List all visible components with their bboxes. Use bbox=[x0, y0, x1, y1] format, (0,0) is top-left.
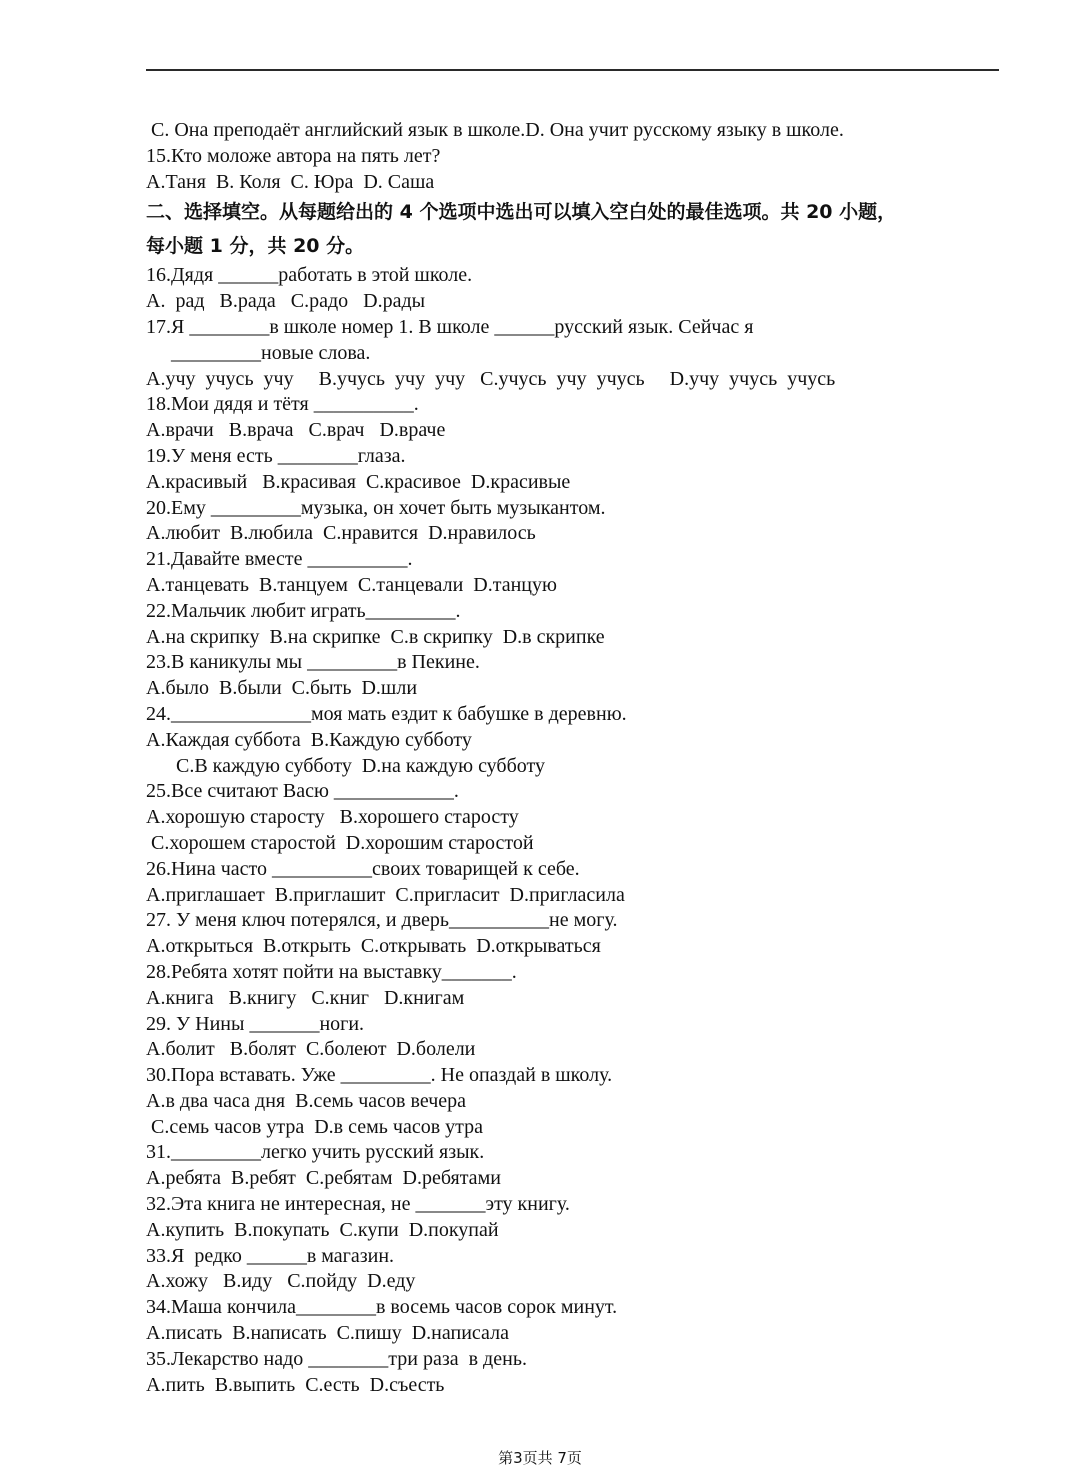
question-line: 33.Я редко ______в магазин. bbox=[146, 1244, 395, 1267]
question-line: 31._________легко учить русский язык. bbox=[146, 1141, 485, 1164]
question-line: 25.Все считают Васю ____________. bbox=[146, 780, 459, 803]
question-line: 29. У Нины _______ноги. bbox=[146, 1012, 365, 1035]
options-line: A.врачи B.врача C.врач D.враче bbox=[146, 419, 446, 442]
question-line: 21.Давайте вместе __________. bbox=[146, 548, 413, 571]
question-line: 23.В каникулы мы _________в Пекине. bbox=[146, 651, 480, 674]
top-rule bbox=[146, 69, 999, 71]
options-line: A. рад B.рада C.радо D.рады bbox=[146, 290, 426, 313]
options-line: C.семь часов утра D.в семь часов утра bbox=[146, 1115, 484, 1138]
question-line: 30.Пора вставать. Уже _________. Не опаздай в школу. bbox=[146, 1064, 613, 1087]
options-line: A.учу учусь учу B.учусь учу учу C.учусь учу учусь D.учу учусь учусь bbox=[146, 367, 836, 390]
options-line: A.Таня B. Коля C. Юра D. Саша bbox=[146, 170, 435, 193]
options-line: A.приглашает B.приглашит C.пригласит D.пригласила bbox=[146, 883, 625, 906]
page-content bbox=[146, 118, 1016, 1398]
question-line: 18.Мои дядя и тётя __________. bbox=[146, 393, 419, 416]
question-line: 27. У меня ключ потерялся, и дверь__________не могу. bbox=[146, 909, 618, 932]
options-line: A.танцевать B.танцуем C.танцевали D.танцую bbox=[146, 573, 557, 596]
options-line: A.книга B.книгу C.книг D.книгам bbox=[146, 986, 465, 1009]
options-line: A.пить B.выпить C.есть D.съесть bbox=[146, 1373, 445, 1396]
options-line: A.открыться B.открыть C.открывать D.открываться bbox=[146, 935, 601, 958]
section-heading-cont: 每小题 1 分，共 20 分。 bbox=[146, 235, 365, 258]
question-line: 17.Я ________в школе номер 1. В школе ______русский язык. Сейчас я bbox=[146, 315, 754, 338]
options-line: A.Каждая суббота B.Каждую субботу bbox=[146, 728, 472, 751]
options-line: A.болит B.болят C.болеют D.болели bbox=[146, 1038, 476, 1061]
options-line: A.писать B.написать C.пишу D.написала bbox=[146, 1322, 509, 1345]
page-footer: 第3页共 7页 bbox=[498, 1449, 582, 1467]
question-line-cont: _________новые слова. bbox=[146, 341, 371, 364]
question-line: 20.Ему _________музыка, он хочет быть музыкантом. bbox=[146, 496, 606, 519]
options-line: A.было B.были C.быть D.шли bbox=[146, 677, 418, 700]
options-line: C.В каждую субботу D.на каждую субботу bbox=[146, 754, 545, 777]
question-line: 26.Нина часто __________своих товарищей к себе. bbox=[146, 857, 580, 880]
options-line: C.хорошем старостой D.хорошим старостой bbox=[146, 831, 534, 854]
options-line: A.красивый B.красивая C.красивое D.красивые bbox=[146, 470, 571, 493]
question-line: 32.Эта книга не интересная, не _______эту книгу. bbox=[146, 1193, 570, 1216]
question-line: 15.Кто моложе автора на пять лет? bbox=[146, 144, 441, 167]
options-line: A.купить B.покупать C.купи D.покупай bbox=[146, 1218, 499, 1241]
text-line: C. Она преподаёт английский язык в школе.D. Она учит русскому языку в школе. bbox=[146, 119, 844, 141]
options-line: A.хорошую старосту B.хорошего старосту bbox=[146, 806, 519, 829]
options-line: A.любит B.любила C.нравится D.нравилось bbox=[146, 522, 536, 545]
question-line: 16.Дядя ______работать в этой школе. bbox=[146, 264, 473, 287]
question-line: 28.Ребята хотят пойти на выставку_______. bbox=[146, 960, 517, 983]
options-line: A.ребята B.ребят C.ребятам D.ребятами bbox=[146, 1167, 501, 1190]
section-heading: 二、选择填空。从每题给出的 4 个选项中选出可以填入空白处的最佳选项。共 20 小题， bbox=[146, 201, 897, 224]
options-line: A.хожу B.иду C.пойду D.еду bbox=[146, 1270, 416, 1293]
question-line: 34.Маша кончила________в восемь часов сорок минут. bbox=[146, 1296, 618, 1319]
options-line: A.на скрипку B.на скрипке C.в скрипку D.в скрипке bbox=[146, 625, 605, 648]
question-line: 24.______________моя мать ездит к бабушке в деревню. bbox=[146, 702, 627, 725]
question-line: 19.У меня есть ________глаза. bbox=[146, 444, 406, 467]
question-line: 22.Мальчик любит играть_________. bbox=[146, 599, 461, 622]
question-line: 35.Лекарство надо ________три раза в день. bbox=[146, 1347, 527, 1370]
options-line: A.в два часа дня B.семь часов вечера bbox=[146, 1089, 467, 1112]
